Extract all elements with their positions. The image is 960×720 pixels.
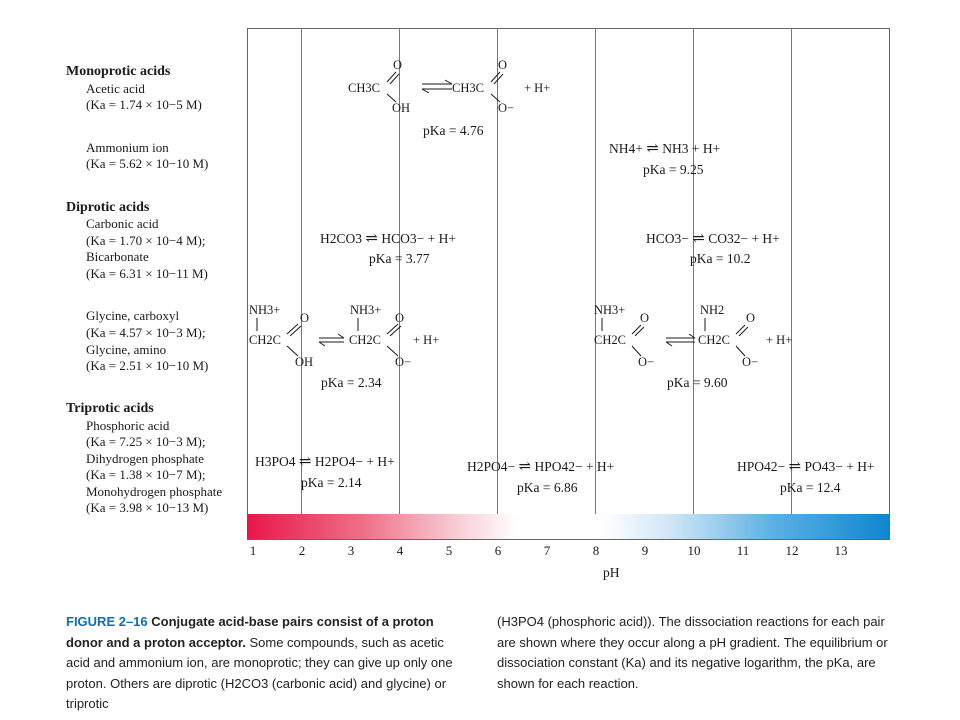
glycine-carboxyl-name: Glycine, carboxyl [86,308,180,323]
ph-gridline-10 [693,28,694,540]
phosphoric-right: H2PO4− + H+ [314,454,395,469]
glycine-amino-nh2-right: NH2 [700,303,725,317]
ammonium-ka: (Ka = 5.62 × 10−10 M) [86,156,209,171]
caption-body-2: (H3PO4 (phosphoric acid)). The dissociation reactions for each pair are shown where they occur along a pH gradient. The equilibrium or dissociation constant (Ka) and its negative logarithm, the pKa, are shown for each reaction. [497,614,888,691]
ph-tick: 8 [592,543,600,558]
dihydrogen-left: H2PO4− [467,459,516,474]
caption-body-1: Some compounds, such as acetic acid and ammonium ion, are monoprotic; they can give up only one proton. Others are diprotic (H2CO3 (carbonic acid) and glycine) or triprotic [66,634,453,711]
glycine-amino-o-left: O [640,311,650,325]
glycine-amino-name: Glycine, amino [86,342,167,357]
dihydrogen-phosphate-ka: (Ka = 1.38 × 10−7 M); [86,467,206,482]
glycine-nh3-left: NH3+ [249,303,281,317]
bicarbonate-left: HCO3− [646,231,689,246]
glycine-amino-ch2c-left: CH2C [594,333,626,347]
caption-bold: Conjugate acid-base pairs consist of a proton donor and a proton acceptor. [66,614,434,650]
bicarbonate-name: Bicarbonate [86,249,149,264]
glycine-amino-o-right: O [746,311,756,325]
caption-column-1 [66,612,462,715]
equilibrium-arrow: ⇌ [298,454,312,470]
ph-tick: 7 [543,543,551,558]
equilibrium-arrow: ⇌ [646,141,659,157]
acetic-o-left: O [393,58,403,72]
glycine-amino-reaction [592,300,822,372]
carbonic-pka: pKa = 3.77 [369,251,430,266]
monohydrogen-left: HPO42− [737,459,786,474]
triprotic-heading: Triprotic acids [66,401,154,416]
ph-tick: 2 [298,543,306,558]
acetic-ch3c-right: CH3C [452,81,484,95]
carbonic-left: H2CO3 [320,231,363,246]
acetic-proton: + H+ [524,81,551,95]
dihydrogen-reaction [467,457,614,476]
carbonic-reaction [320,229,456,248]
acetic-o-right: O [498,58,508,72]
equilibrium-arrow: ⇌ [365,231,378,247]
diprotic-heading: Diprotic acids [66,200,150,215]
glycine-amino-ch2c-right: CH2C [698,333,730,347]
ph-tick: 1 [249,543,257,558]
carbonic-acid-ka: (Ka = 1.70 × 10−4 M); [86,233,206,248]
glycine-amino-o-minus-left: O− [638,355,655,369]
ammonium-left: NH4+ [609,141,643,156]
ph-tick: 12 [785,543,799,558]
carbonic-acid-name: Carbonic acid [86,216,159,231]
equilibrium-arrow: ⇌ [692,231,705,247]
phosphoric-acid-ka: (Ka = 7.25 × 10−3 M); [86,434,206,449]
ph-tick: 4 [396,543,404,558]
monohydrogen-reaction [737,457,875,476]
ph-tick: 13 [834,543,848,558]
ammonium-right: NH3 + H+ [662,141,721,156]
glycine-amino-ka: (Ka = 2.51 × 10−10 M) [86,358,209,373]
dihydrogen-right: HPO42− + H+ [534,459,615,474]
glycine-amino-nh3-left: NH3+ [594,303,626,317]
glycine-carboxyl-proton: + H+ [413,333,440,347]
ph-tick: 10 [687,543,701,558]
dihydrogen-phosphate-name: Dihydrogen phosphate [86,451,205,466]
phosphoric-reaction [255,452,395,471]
ammonium-reaction [609,139,720,158]
carbonic-right: HCO3− + H+ [381,231,456,246]
acetic-acid-reaction [340,52,570,120]
glycine-amino-o-minus-right: O− [742,355,759,369]
acetic-acid-ka: (Ka = 1.74 × 10−5 M) [86,97,202,112]
glycine-oh-left: OH [295,355,314,369]
ammonium-pka: pKa = 9.25 [643,162,704,177]
monohydrogen-phosphate-ka: (Ka = 3.98 × 10−13 M) [86,500,209,515]
phosphoric-acid-name: Phosphoric acid [86,418,170,433]
ph-axis-label: pH [603,565,620,580]
acetic-pka: pKa = 4.76 [423,123,484,138]
acetic-oh-left: OH [392,101,411,115]
glycine-amino-proton: + H+ [766,333,793,347]
glycine-o-minus-right: O− [395,355,412,369]
ph-tick: 5 [445,543,453,558]
figure-number: FIGURE 2–16 [66,614,148,629]
dihydrogen-pka: pKa = 6.86 [517,480,578,495]
acetic-ch3c-left: CH3C [348,81,380,95]
ammonium-name: Ammonium ion [86,140,169,155]
phosphoric-left: H3PO4 [255,454,296,469]
ph-tick: 11 [736,543,750,558]
ph-tick: 9 [641,543,649,558]
glycine-amino-pka: pKa = 9.60 [667,375,728,390]
monohydrogen-phosphate-name: Monohydrogen phosphate [86,484,223,499]
glycine-ch2c-left: CH2C [249,333,281,347]
bicarbonate-reaction [646,229,780,248]
monoprotic-heading: Monoprotic acids [66,64,171,79]
monohydrogen-right: PO43− + H+ [804,459,875,474]
ph-tick: 6 [494,543,502,558]
bicarbonate-ka: (Ka = 6.31 × 10−11 M) [86,266,208,281]
equilibrium-arrow: ⇌ [518,459,532,475]
glycine-carboxyl-ka: (Ka = 4.57 × 10−3 M); [86,325,206,340]
ph-tick: 3 [347,543,355,558]
bicarbonate-pka: pKa = 10.2 [690,251,751,266]
glycine-carboxyl-reaction [247,300,467,372]
monohydrogen-pka: pKa = 12.4 [780,480,841,495]
acetic-acid-name: Acetic acid [86,81,145,96]
bicarbonate-right: CO32− + H+ [708,231,780,246]
phosphoric-pka: pKa = 2.14 [301,475,362,490]
equilibrium-arrow: ⇌ [788,459,802,475]
glycine-o-left: O [300,311,310,325]
glycine-nh3-right: NH3+ [350,303,382,317]
glycine-o-right: O [395,311,405,325]
glycine-ch2c-right: CH2C [349,333,381,347]
ph-gradient-bar [247,514,890,539]
glycine-carboxyl-pka: pKa = 2.34 [321,375,382,390]
caption-column-2 [497,612,893,694]
acetic-o-minus-right: O− [498,101,515,115]
